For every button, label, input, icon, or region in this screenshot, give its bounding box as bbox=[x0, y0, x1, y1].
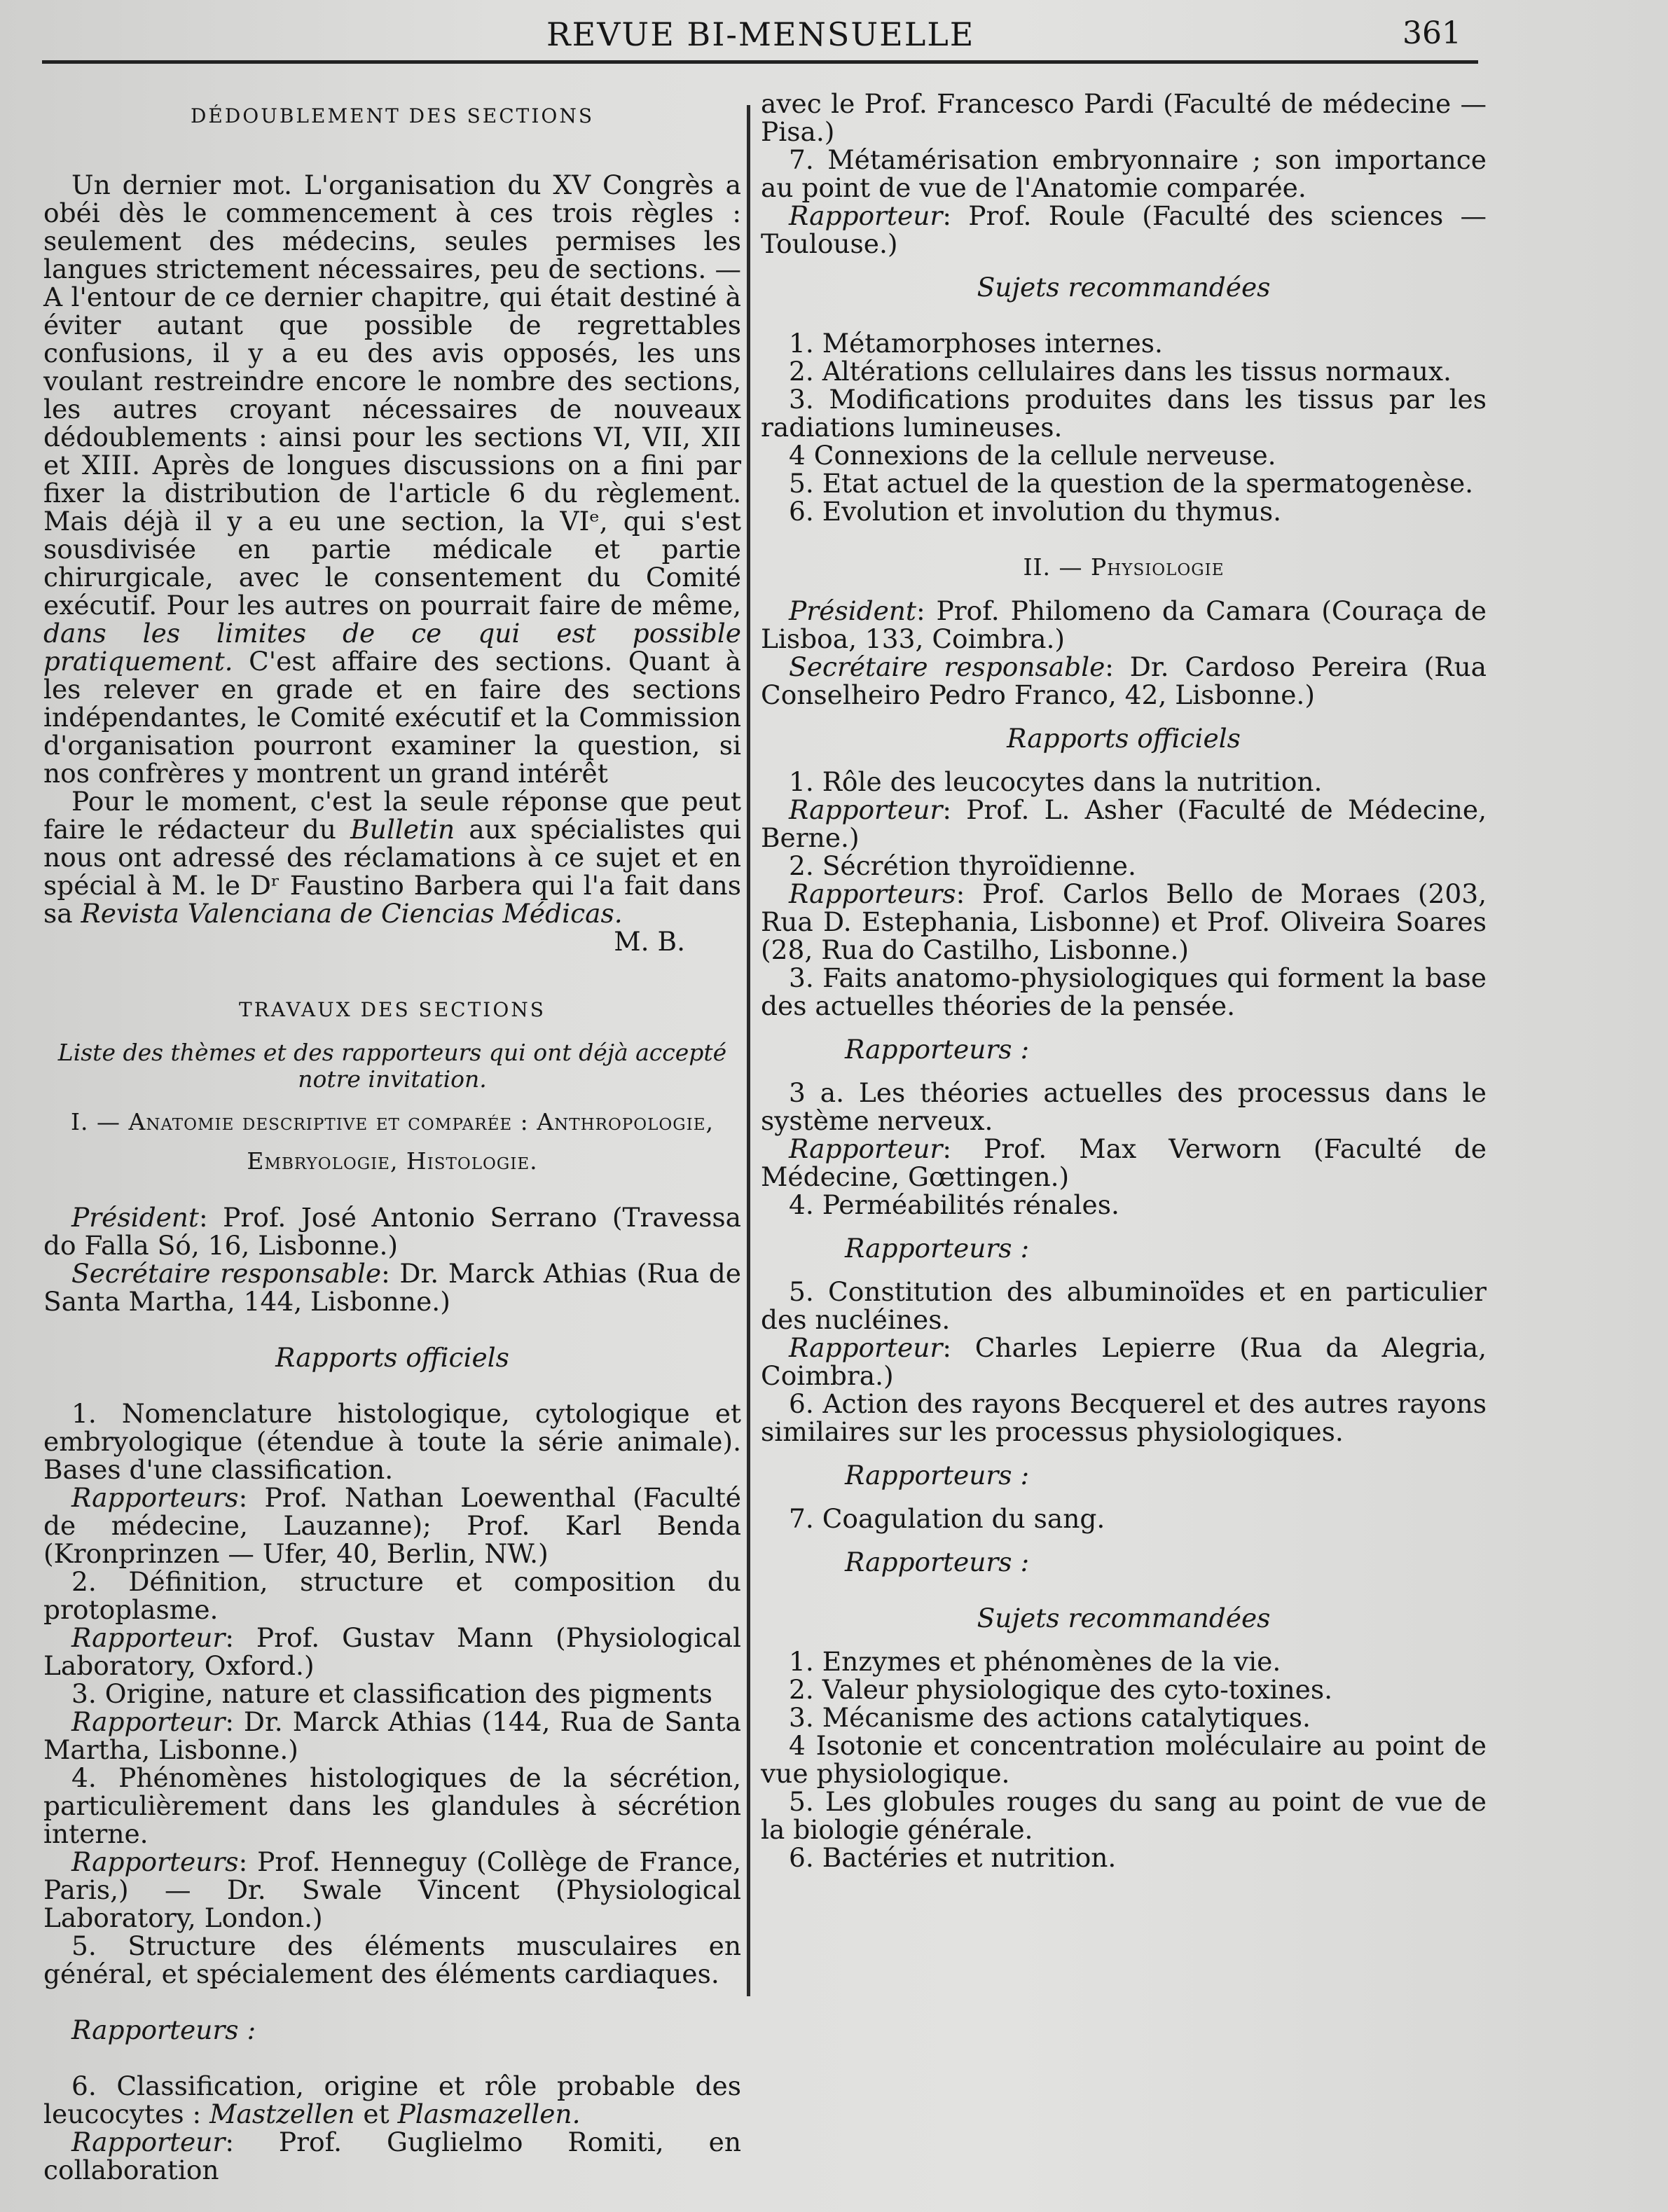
phys-item-3-rapporteurs: Rapporteurs : bbox=[845, 1034, 1030, 1065]
phys-item-3a-rapporteur: Rapporteur: Prof. Max Verworn (Faculté de Médecine, Gœttingen.) bbox=[761, 1133, 1487, 1192]
left-column bbox=[43, 87, 741, 2184]
sujet-5: 5. Etat actuel de la question de la spermatogenèse. bbox=[789, 468, 1474, 499]
sujets-heading-2: Sujets recommandées bbox=[977, 1603, 1271, 1633]
secretary-2: Secrétaire responsable: Dr. Cardoso Pereira (Rua Conselheiro Pedro Franco, 42, Lisbonne.) bbox=[761, 651, 1487, 710]
item-7-rapporteur: Rapporteur: Prof. Roule (Faculté des sciences — Toulouse.) bbox=[761, 200, 1487, 259]
phys-sujet-6: 6. Bactéries et nutrition. bbox=[789, 1842, 1117, 1873]
phys-item-6-rapporteurs: Rapporteurs : bbox=[845, 1460, 1030, 1491]
sujet-3: 3. Modifications produites dans les tissus par les radiations lumineuses. bbox=[761, 384, 1487, 443]
signature: M. B. bbox=[614, 926, 685, 957]
phys-item-7-rapporteurs: Rapporteurs : bbox=[845, 1547, 1030, 1577]
item-5: 5. Structure des éléments musculaires en général, et spécialement des éléments cardiaques. bbox=[43, 1930, 741, 1989]
item-1-rapporteur: Rapporteurs: Prof. Nathan Loewenthal (Faculté de médecine, Lauzanne); Prof. Karl Benda (Kronprinzen — Ufer, 40, Berlin, NW.) bbox=[43, 1482, 741, 1569]
phys-item-4-rapporteurs: Rapporteurs : bbox=[845, 1233, 1030, 1264]
president: Président: Prof. José Antonio Serrano (Travessa do Falla Só, 16, Lisbonne.) bbox=[43, 1202, 741, 1261]
running-title: REVUE BI-MENSUELLE bbox=[546, 15, 975, 53]
phys-item-5-rapporteur: Rapporteur: Charles Lepierre (Rua da Alegria, Coimbra.) bbox=[761, 1332, 1487, 1391]
sujet-4: 4 Connexions de la cellule nerveuse. bbox=[789, 440, 1276, 471]
item-1: 1. Nomenclature histologique, cytologique et embryologique (étendue à toute la série animale). Bases d'une classification. bbox=[43, 1398, 741, 1485]
phys-item-1-rapporteur: Rapporteur: Prof. L. Asher (Faculté de Médecine, Berne.) bbox=[761, 794, 1487, 853]
phys-sujet-3: 3. Mécanisme des actions catalytiques. bbox=[789, 1702, 1311, 1733]
heading-travaux: TRAVAUX DES SECTIONS bbox=[239, 998, 546, 1021]
item-7: 7. Métamérisation embryonnaire ; son importance au point de vue de l'Anatomie comparée. bbox=[761, 144, 1487, 203]
rapports-officiels-heading: Rapports officiels bbox=[275, 1342, 509, 1373]
section-2-title: II. — Physiologie bbox=[1023, 553, 1225, 581]
right-column bbox=[761, 90, 1487, 1872]
rapports-officiels-heading-2: Rapports officiels bbox=[1007, 723, 1241, 754]
phys-item-2: 2. Sécrétion thyroïdienne. bbox=[789, 850, 1136, 881]
item-4-rapporteur: Rapporteurs: Prof. Henneguy (Collège de France, Paris,) — Dr. Swale Vincent (Physiological Laboratory, London.) bbox=[43, 1846, 741, 1933]
heading-dedoublement: DÉDOUBLEMENT DES SECTIONS bbox=[190, 104, 595, 127]
sujet-1: 1. Métamorphoses internes. bbox=[789, 328, 1163, 359]
phys-item-3a: 3 a. Les théories actuelles des processus dans le système nerveux. bbox=[761, 1077, 1487, 1136]
item-3: 3. Origine, nature et classification des pigments bbox=[71, 1678, 712, 1709]
item-6: 6. Classification, origine et rôle probable des leucocytes : Mastzellen et Plasmazellen. bbox=[43, 2071, 741, 2129]
paragraph-1: Un dernier mot. L'organisation du XV Congrès a obéi dès le commencement à ces trois règles : seulement des médecins, seules permises les langues strictement nécessaires, peu de sections. — A l'entour de ce dernier chapitre, qui était destiné à éviter autant que possible de regrettables confusions, il y a eu des avis opposés, les uns voulant restreindre encore le nombre des sections, les autres croyant nécessaires de nouveaux dédoublements : ainsi pour les sections VI, VII, XII et XIII. Après de longues discussions on a fini par fixer la distribution de l'article 6 du règlement. Mais déjà il y a eu une section, la VIᵉ, qui s'est sousdivisée en partie médicale et partie chirurgicale, avec le consentement du Comité exécutif. Pour les autres on pourrait faire de même, dans les limites de ce qui est possible pratiquement. C'est affaire des sections. Quant à les relever en grade et en faire des sections indépendantes, le Comité exécutif et la Commission d'organisation pourront examiner la question, si nos confrères y montrent un grand intérêt bbox=[43, 170, 742, 789]
phys-item-1: 1. Rôle des leucocytes dans la nutrition. bbox=[789, 766, 1323, 797]
travaux-subtitle: Liste des thèmes et des rapporteurs qui ont déjà accepté notre invitation. bbox=[57, 1039, 727, 1093]
item-4: 4. Phénomènes histologiques de la sécrétion, particulièrement dans les glandules à sécrétion interne. bbox=[43, 1762, 741, 1849]
page-number: 361 bbox=[1402, 15, 1461, 51]
item-2: 2. Définition, structure et composition du protoplasme. bbox=[43, 1566, 741, 1625]
phys-item-4: 4. Perméabilités rénales. bbox=[789, 1189, 1119, 1220]
item-3-rapporteur: Rapporteur: Dr. Marck Athias (144, Rua de Santa Martha, Lisbonne.) bbox=[43, 1706, 741, 1765]
phys-item-5: 5. Constitution des albuminoïdes et en particulier des nucléines. bbox=[761, 1276, 1487, 1335]
phys-item-6: 6. Action des rayons Becquerel et des autres rayons similaires sur les processus physiologiques. bbox=[761, 1388, 1487, 1447]
item-2-rapporteur: Rapporteur: Prof. Gustav Mann (Physiological Laboratory, Oxford.) bbox=[43, 1622, 741, 1681]
column-divider bbox=[747, 105, 750, 1996]
paragraph-2: Pour le moment, c'est la seule réponse que peut faire le rédacteur du Bulletin aux spécialistes qui nous ont adressé des réclamations à ce sujet et en spécial à M. le Dʳ Faustino Barbera qui l'a fait dans sa Revista Valenciana de Ciencias Médicas. bbox=[43, 786, 742, 929]
phys-item-3: 3. Faits anatomo-physiologiques qui forment la base des actuelles théories de la pensée. bbox=[761, 962, 1487, 1021]
section-1-title-b: Embryologie, Histologie. bbox=[247, 1147, 538, 1175]
section-1-title: I. — Anatomie descriptive et comparée : Anthropologie, bbox=[70, 1108, 715, 1135]
sujet-2: 2. Altérations cellulaires dans les tissus normaux. bbox=[789, 356, 1452, 387]
phys-item-7: 7. Coagulation du sang. bbox=[789, 1503, 1105, 1534]
phys-item-2-rapporteur: Rapporteurs: Prof. Carlos Bello de Moraes (203, Rua D. Estephania, Lisbonne) et Prof. Oliveira Soares (28, Rua do Castilho, Lisbonne.) bbox=[761, 878, 1487, 965]
president-2: Président: Prof. Philomeno da Camara (Couraça de Lisboa, 133, Coimbra.) bbox=[761, 595, 1487, 654]
header-rule bbox=[42, 60, 1478, 64]
item-6-rapporteur: Rapporteur: Prof. Guglielmo Romiti, en collaboration bbox=[43, 2127, 741, 2185]
phys-sujet-5: 5. Les globules rouges du sang au point de vue de la biologie générale. bbox=[761, 1786, 1487, 1845]
item-5-rapporteurs: Rapporteurs : bbox=[71, 2014, 256, 2045]
phys-sujet-1: 1. Enzymes et phénomènes de la vie. bbox=[789, 1646, 1281, 1677]
continuation: avec le Prof. Francesco Pardi (Faculté de médecine — Pisa.) bbox=[761, 88, 1487, 147]
secretary: Secrétaire responsable: Dr. Marck Athias (Rua de Santa Martha, 144, Lisbonne.) bbox=[43, 1258, 741, 1317]
running-head bbox=[0, 15, 1668, 57]
sujet-6: 6. Evolution et involution du thymus. bbox=[789, 496, 1281, 527]
phys-sujet-2: 2. Valeur physiologique des cyto-toxines. bbox=[789, 1674, 1333, 1705]
phys-sujet-4: 4 Isotonie et concentration moléculaire au point de vue physiologique. bbox=[761, 1730, 1487, 1789]
sujets-heading-1: Sujets recommandées bbox=[977, 272, 1271, 303]
